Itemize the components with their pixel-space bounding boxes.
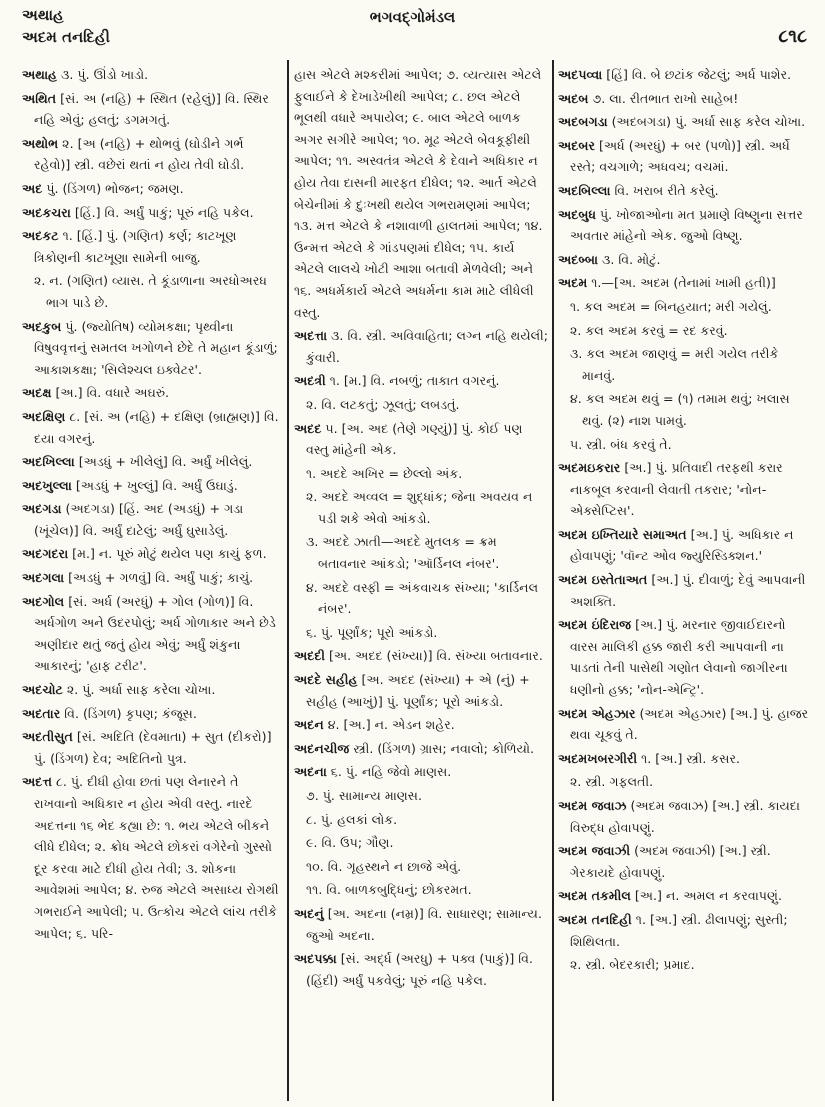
entry-sense: [294, 879, 548, 901]
dictionary-entry: [294, 669, 548, 712]
definition-text: ૨. અદદે અવ્વલ = શુદ્ધાંક; જેના અવયવ ન પડી શકે એવો આંકડો.: [306, 489, 533, 526]
headword: અદત્ત: [22, 774, 52, 790]
definition-text: ૧. [મ.] વિ. નબળું; તાકાત વગરનું.: [329, 373, 500, 389]
definition-text: ૩. કલ અદમ જાણવું = મરી ગયેલ તરીકે માનવું.: [570, 346, 779, 383]
dictionary-entry: [558, 88, 810, 110]
column-right: [558, 64, 810, 1103]
definition-text: ૩. વિ. મોટું.: [602, 251, 661, 267]
dictionary-entry: [558, 204, 810, 247]
entry-sense: [294, 64, 548, 323]
definition-text: [અ. અદદ (સંખ્યા)] વિ. સંખ્યા બતાવનાર.: [328, 648, 543, 664]
headword: અદત્રી: [294, 373, 326, 389]
definition-text: વિ. (ડિંગળ) કૃપણ; કંજૂસ.: [64, 705, 197, 721]
definition-text: (અદમ એહઝાર) [અ.] પું. હાજર થવા ચૂકવું તે.: [570, 705, 809, 743]
dictionary-entry: [558, 457, 810, 522]
entry-sense: [558, 434, 810, 456]
column-divider: [287, 60, 289, 1101]
dictionary-entry: [294, 714, 548, 736]
dictionary-entry: [558, 249, 810, 271]
entry-sense: [294, 785, 548, 807]
headword: અદમ તનદિહી: [558, 911, 632, 927]
definition-text: [સં. અ (નહિ) + સ્થિત (રહેલું)] વિ. સ્થિર નહિ એવું; હલતું; ડગમગતું.: [34, 90, 269, 128]
definition-text: ૪. [અ.] ન. એડન શહેર.: [327, 717, 455, 733]
definition-text: (અદમ જવાઝી) [અ.] સ્ત્રી. ગેરકાયદે હોવાપણું.: [570, 843, 771, 880]
headword: અદમખબરગીરી: [558, 750, 638, 766]
dictionary-entry: [294, 418, 548, 461]
dictionary-entry: [22, 567, 282, 589]
dictionary-entry: [22, 703, 282, 725]
dictionary-entry: [22, 475, 282, 497]
headword: અદમ ઇખ્તિયારે સમાઅત: [558, 526, 687, 542]
guide-word-last: અદમ તનદિહી: [22, 28, 110, 46]
definition-text: વિ. ખરાબ રીતે કરેલું.: [614, 182, 719, 198]
definition-text: (અદગડા) [હિં. અદ (અડધું) + ગડા (ખૂંચેલ)] વિ. અર્ધું દાટેલું; અર્ધું ઘુસાડેલું.: [34, 501, 244, 538]
definition-text: [અ. અદદ (સંખ્યા) + એ (નું) + સહીહ (આખું)] પું. પૂર્ણાંક; પૂરો આંકડો.: [306, 672, 530, 709]
definition-text: [અડધું + ગળવું] વિ. અર્ધું પાકું; કાચું.: [68, 570, 254, 586]
headword: અદગલા: [22, 570, 65, 586]
headword: અદક્ષ: [22, 385, 52, 401]
definition-text: [અડધું + ખીલેલું] વિ. અર્ધું ખીલેલું.: [78, 454, 253, 470]
headword: અદમ: [558, 275, 588, 291]
headword: અદકચરા: [22, 204, 71, 220]
entry-sense: [558, 388, 810, 431]
definition-text: [અ.] વિ. વધારે અઘરું.: [55, 385, 170, 401]
headword: અદમ જવાઝ: [558, 798, 627, 813]
definition-text: ૪. અદદે વસ્ફી = અંકવાચક સંખ્યા; 'કાર્ડિનલ નંબર'.: [306, 579, 539, 617]
definition-text: ૧૦. વિ. ગૃહસ્થને ન છાજે એવું.: [306, 858, 462, 874]
dictionary-entry: [294, 370, 548, 392]
definition-text: [અ.] પું. દીવાળું; દેવું આપવાની અશક્તિ.: [570, 572, 806, 609]
definition-text: [અર્ધ (અરધું) + બર (પળો)] સ્ત્રી. અર્ધે રસ્તે; વચગાળે; અધવચ; વચમાં.: [570, 137, 790, 175]
definition-text: [અ.] પું. મરનાર જીવાઈદારનો વારસ માલિકી હક્ક જારી કરી આપવાની ના પાડતાં તેની પાસેથી ગણોત લેવાનો જાગીરના ધણીનો હક્ક; 'નોન-એન્ટ્રિ'.: [570, 617, 788, 698]
headword: અદમ ઇસ્તેતાઅત: [558, 572, 648, 588]
definition-text: [અ.] ન. અમલ ન કરવાપણું.: [634, 888, 782, 904]
dictionary-entry: [22, 225, 282, 268]
headword: અદબર: [558, 137, 595, 153]
definition-text: ૬. પું. પૂર્ણાંક; પૂરો આંકડો.: [306, 624, 438, 640]
dictionary-entry: [558, 795, 810, 838]
dictionary-entry: [22, 316, 282, 381]
headword: અદમઇકરાર: [558, 460, 621, 476]
entry-sense: [294, 394, 548, 416]
entry-sense: [558, 320, 810, 342]
definition-text: (અદબગડા) પું. અર્ધા સાફ કરેલ ચોખા.: [611, 114, 806, 130]
column-middle: [294, 64, 548, 1103]
headword: અદ: [22, 180, 43, 196]
dictionary-entry: [22, 202, 282, 224]
dictionary-entry: [558, 748, 810, 770]
dictionary-entry: [22, 406, 282, 449]
definition-text: ૭. લા. રીતભાત રાખો સાહેબ!: [592, 90, 739, 106]
column-divider: [552, 60, 554, 1101]
headword: અદક્ષિણ: [22, 408, 66, 424]
headword: અથોભ: [22, 135, 59, 151]
headword: અદદી: [294, 648, 325, 664]
definition-text: [સં. અર્દ્ધ (અરધુ) + પક્વ (પાકું)] વિ. (હિંદી) અર્ધું પકવેલું; પૂરું નહિ પકેલ.: [306, 951, 533, 988]
dictionary-entry: [294, 325, 548, 368]
entry-sense: [294, 463, 548, 485]
entry-sense: [294, 832, 548, 854]
entry-sense: [294, 531, 548, 574]
headword: અદગદરા: [22, 546, 69, 562]
dictionary-entry: [558, 614, 810, 700]
headword: અદમ એહઝાર: [558, 705, 636, 721]
dictionary-entry: [22, 679, 282, 701]
page-number: ૮૧૮: [778, 26, 807, 47]
definition-text: ૫. સ્ત્રી. બંધ કરવું તે.: [570, 436, 672, 452]
definition-text: ૮. [સં. અ (નહિ) + દક્ષિણ (બ્રાહ્મણ)] વિ. દયા વગરનું.: [34, 408, 279, 446]
headword: અદતાર: [22, 705, 61, 721]
dictionary-entry: [294, 948, 548, 991]
definition-text: ૧.—[અ. અદમ (તેનામાં ખામી હતી)]: [591, 275, 776, 291]
definition-text: ૨. વિ. લટકતું; ઝૂલતું; લબડતું.: [306, 396, 460, 412]
dictionary-entry: [558, 111, 810, 133]
dictionary-entry: [294, 645, 548, 667]
entry-sense: [558, 771, 810, 793]
definition-text: [અ.] પું. અધિકાર ન હોવાપણું; 'વૉન્ટ ઓવ જ્યુરિસ્ડિક્શન.': [570, 526, 794, 564]
dictionary-entry: [22, 498, 282, 541]
headword: અદકટ: [22, 228, 59, 244]
dictionary-entry: [294, 761, 548, 783]
definition-text: સ્ત્રી. (ડિંગળ) ગ્રાસ; નવાલો; કોળિયો.: [353, 740, 535, 756]
dictionary-entry: [558, 885, 810, 907]
dictionary-entry: [22, 64, 282, 86]
definition-text: [અડધું + ખુલ્લું] વિ. અર્ધું ઉઘાડું.: [75, 477, 238, 493]
headword: અદનું: [294, 905, 324, 921]
headword: અદપક્કા: [294, 951, 337, 967]
definition-text: ૧. અદદે અખિર = છેલ્લો અંક.: [306, 465, 463, 481]
dictionary-entry: [22, 726, 282, 769]
book-title: ભગવદ્ગોમંડલ: [369, 8, 456, 26]
headword: અદત્તા: [294, 328, 328, 344]
definition-text: ૨. [અ (નહિ) + થોભવું (ઘોડીને ગર્ભ રહેવો)] સ્ત્રી. વછેરાં થતાં ન હોય તેવી ઘોડી.: [34, 135, 245, 173]
definition-text: ૭. પું. સામાન્ય માણસ.: [306, 788, 422, 803]
headword: અદમ તકમીલ: [558, 888, 631, 904]
definition-text: ૮. પું. દીધી હોવા છતાં પણ લેનારને તે રાખવાનો અધિકાર ન હોય એવી વસ્તુ. નારદે અદત્તના ૧૬ ભેદ કહ્યા છે: ૧. ભય એટલે બીકને લીધે દીધેલ; ૨. ક્રોધ એટલે છોકરાં વગેરેનો ગુસ્સો દૂર કરવા માટે દીધી હોય તેવી; ૩. શોકના આવેશમાં આપેલ; ૪. રુજ એટલે અસાધ્ય રોગથી ગભરાઈને આપેલી; ૫. ઉત્કોચ એટલે લાંચ તરીકે આપેલ; ૬. પરિ-: [34, 774, 279, 941]
headword: અદપવ્વા: [558, 67, 603, 82]
definition-text: [હિં] વિ. બે છટાંક જેટલું; અર્ધ પાશેર.: [606, 67, 792, 82]
definition-text: ૪. કલ અદમ થવું = (૧) તમામ થવું; ખલાસ થવું. (૨) નાશ પામવું.: [570, 391, 790, 428]
entry-sense: [294, 577, 548, 620]
definition-text: પું. (જ્યોતિષ) વ્યોમકક્ષા; પૃથ્વીના વિષુવવૃત્તનું સમતલ ખગોળને છેદે તે મહાન કૂંડાળું; આકાશકક્ષા; 'સિલેશ્ચલ ઇક્વેટર'.: [34, 318, 278, 377]
definition-text: ૨. સ્ત્રી. બેદરકારી; પ્રમાદ.: [570, 957, 695, 973]
dictionary-entry: [558, 180, 810, 202]
headword: અદદ: [294, 420, 322, 436]
headword: અદગોલ: [22, 593, 65, 609]
definition-text: [અ.] પું. પ્રતિવાદી તરફથી કરાર નાકબૂલ કરવાની લેવાતી તકરાર; 'નોન-એક્સેપ્ટિસ'.: [570, 460, 783, 519]
headword: અદબ્બા: [558, 251, 599, 267]
dictionary-entry: [22, 178, 282, 200]
dictionary-entry: [22, 771, 282, 944]
column-left: [22, 64, 282, 1103]
headword: અદદે સહીહ: [294, 672, 358, 688]
dictionary-entry: [558, 569, 810, 612]
headword: અદખિલ્લા: [22, 454, 75, 470]
definition-text: પું. ખોજાઓના મત પ્રમાણે વિષ્ણુના સત્તર અવતાર માંહેનો એક. જુઓ વિષ્ણુ.: [570, 206, 803, 244]
entry-sense: [558, 343, 810, 386]
definition-text: [હિં.] વિ. અર્ધું પાકું; પૂરું નહિ પકેલ.: [74, 204, 254, 220]
dictionary-entry: [558, 272, 810, 294]
dictionary-entry: [558, 135, 810, 178]
definition-text: પું. (ડિંગળ) ભોજન; જમણ.: [46, 180, 184, 196]
definition-text: (અદમ જવાઝ) [અ.] સ્ત્રી. કાયદા વિરુદ્ધ હોવાપણું.: [570, 798, 800, 835]
dictionary-entry: [22, 88, 282, 131]
headword: અથાહ: [22, 67, 57, 82]
definition-text: ૩. અદદે ઝાતી—અદદે મુતલક = ક્રમ બતાવનાર આંકડો; 'ઑર્ડિનલ નંબર'.: [306, 534, 500, 572]
dictionary-entry: [558, 840, 810, 883]
headword: અદબિલ્લા: [558, 182, 611, 198]
dictionary-entry: [558, 524, 810, 567]
definition-text: ૨. સ્ત્રી. ગફલતી.: [570, 774, 654, 790]
definition-text: ૨. ન. (ગણિત) વ્યાસ. તે કૂંડાળાના અરધોઅરધ ભાગ પાડે છે.: [34, 273, 267, 310]
definition-text: ૩. પું. ઊંડો ખાડો.: [61, 67, 149, 82]
headword: અદન: [294, 717, 324, 733]
entry-sense: [294, 809, 548, 831]
entry-sense: [294, 622, 548, 644]
dictionary-entry: [22, 591, 282, 677]
definition-text: ૧૧. વિ. બાળકબુદ્ધિનું; છોકરમત.: [306, 882, 472, 898]
headword: અદનચીજ: [294, 740, 350, 756]
dictionary-entry: [558, 64, 810, 86]
definition-text: [અ. અદના (નમ્ર)] વિ. સાધારણ; સામાન્ય. જુઓ અદના.: [306, 905, 542, 943]
definition-text: ૮. પું. હલકાં લોક.: [306, 811, 398, 827]
definition-text: ૩. વિ. સ્ત્રી. અવિવાહિતા; લગ્ન નહિ થયેલી; કુંવારી.: [306, 328, 548, 365]
definition-text: ૫. [અ. અદ (તેણે ગણ્યું)] પું. કોઈ પણ વસ્તુ માંહેની એક.: [306, 420, 523, 458]
headword: અથિત: [22, 90, 57, 106]
guide-word-first: અથાહ: [22, 6, 64, 24]
definition-text: ૯. વિ. ઉપ; ગૌણ.: [306, 835, 394, 851]
headword: અદમ ઇંદિરાજ: [558, 617, 632, 633]
entry-sense: [294, 486, 548, 529]
entry-sense: [22, 270, 282, 313]
definition-text: ૧. [અ.] સ્ત્રી. કસર.: [641, 750, 741, 766]
definition-text: હાસ એટલે મશ્કરીમાં આપેલ; ૭. વ્યત્યાસ એટલે ફુલાઈને કે દેખાડેખીથી આપેલ; ૮. છલ એટલે ભૂલથી વધારે અપાયેલ; ૯. બાલ એટલે બાળક અગર સગીરે આપેલ; ૧૦. મૂઢ એટલે બેવકૂફીથી આપેલ; ૧૧. અસ્વતંત્ર એટલે કે દેવાને અધિકાર ન હોય તેવા દાસની મારફત દીધેલ; ૧૨. આર્ત એટલે બેચેનીમાં કે દુઃખથી થયેલ ગભરામણમાં આપેલ; ૧૩. મત્ત એટલે કે નશાવાળી હાલતમાં આપેલ; ૧૪. ઉન્મત્ત એટલે કે ગાંડપણમાં દીધેલ; ૧૫. કાર્ય એટલે લાલચે ખોટી આશા બતાવી મેળવેલી; અને ૧૬. અધર્મકાર્ય એટલે અધર્મના કામ માટે લીધેલી વસ્તુ.: [294, 67, 543, 320]
definition-text: ૬. પું. નહિ જેવો માણસ.: [330, 764, 452, 780]
definition-text: ૨. પું. અર્ધા સાફ કરેલા ચોખા.: [66, 682, 216, 698]
definition-text: ૨. કલ અદમ કરવું = રદ કરવું.: [570, 322, 728, 338]
headword: અદકુબ: [22, 318, 62, 334]
headword: અદખુલ્લા: [22, 477, 72, 493]
headword: અદબુધ: [558, 206, 596, 222]
headword: અદતીસુત: [22, 729, 73, 745]
dictionary-entry: [22, 451, 282, 473]
dictionary-entry: [22, 543, 282, 565]
definition-text: [સં. અદિતિ (દેવમાતા) + સુત (દીકરો)] પું. (ડિંગળ) દેવ; અદિતિનો પુત્ર.: [34, 729, 272, 766]
definition-text: [સં. અર્ધ (અરધું) + ગોલ (ગોળ)] વિ. અર્ધગોળ અને ઉદરપોલું; અર્ધ ગોળાકાર અને છેડે અણીદાર થતું જતું હોય એવું; અર્ધું શંકુના આકારનું; 'હાફ ટરીટ'.: [34, 593, 276, 674]
dictionary-entry: [294, 738, 548, 760]
entry-sense: [558, 954, 810, 976]
definition-text: ૧. કલ અદમ = બિનહયાત; મરી ગયેલું.: [570, 298, 772, 314]
dictionary-entry: [558, 909, 810, 952]
dictionary-entry: [22, 382, 282, 404]
headword: અદચોટ: [22, 682, 63, 698]
headword: અદગડા: [22, 501, 62, 517]
dictionary-entry: [22, 133, 282, 176]
headword: અદના: [294, 764, 327, 780]
definition-text: ૧. [અ.] સ્ત્રી. ઢીલાપણું; સુસ્તી; શિથિલતા.: [570, 911, 788, 949]
dictionary-entry: [294, 903, 548, 946]
definition-text: ૧. [હિં.] પું. (ગણિત) કર્ણ; કાટખૂણ ત્રિકોણની કાટખૂણા સામેની બાજુ.: [34, 228, 237, 265]
definition-text: [મ.] ન. પૂરું મોટું થયેલ પણ કાચું ફળ.: [72, 546, 267, 562]
dictionary-entry: [558, 703, 810, 746]
entry-sense: [294, 856, 548, 878]
headword: અદબગડા: [558, 114, 608, 130]
entry-sense: [558, 296, 810, 318]
headword: અદમ જવાઝી: [558, 843, 631, 859]
headword: અદબ: [558, 90, 589, 106]
